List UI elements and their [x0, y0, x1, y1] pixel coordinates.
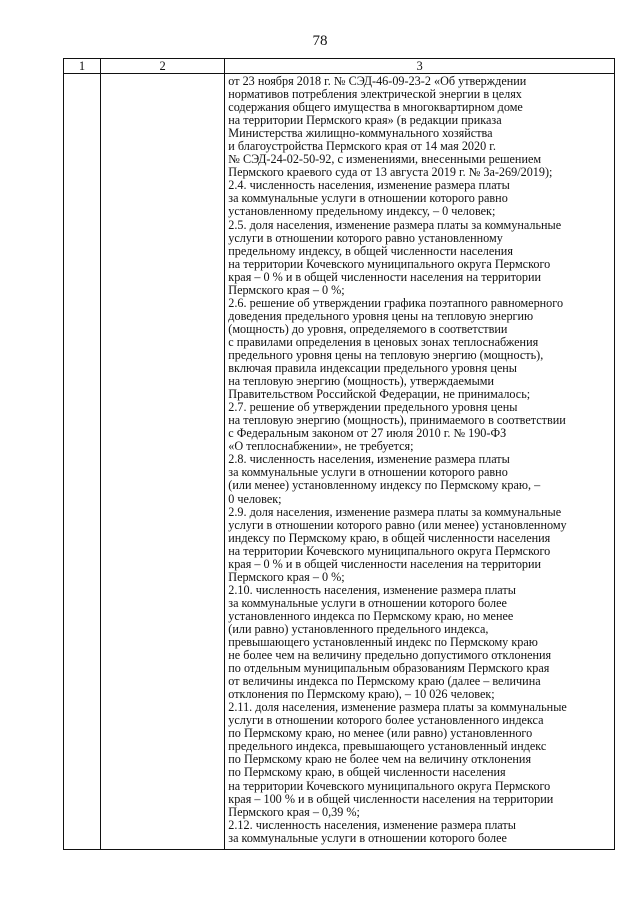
text-line: услуги в отношении которого равно (или менее) установленному: [228, 517, 567, 532]
text-line: на территории Кочевского муниципального округа Пермского: [228, 543, 551, 558]
text-line: по отдельным муниципальным образованиям Пермского края: [228, 661, 550, 676]
text-line: 2.10. численность населения, изменение размера платы: [228, 582, 516, 597]
text-line: услуги в отношении которого более установленного индекса: [228, 713, 544, 728]
text-line: установленному предельному индексу, – 0 человек;: [228, 204, 496, 219]
text-line: Министерства жилищно-коммунального хозяйства: [228, 126, 493, 141]
text-line: 2.5. доля населения, изменение размера платы за коммунальные: [228, 217, 562, 232]
text-line: на территории Пермского края» (в редакции приказа: [228, 113, 502, 128]
table-body-row: [64, 74, 615, 850]
text-line: 2.9. доля населения, изменение размера платы за коммунальные: [228, 504, 562, 519]
text-line: по Пермскому краю, в общей численности населения: [228, 765, 506, 780]
cell-column-2: [101, 74, 225, 850]
text-line: (или менее) установленному индексу по Пермскому краю, –: [228, 478, 541, 493]
column-header-2: 2: [101, 59, 225, 74]
text-line: отклонения по Пермскому краю), – 10 026 человек;: [228, 687, 495, 702]
text-line: на территории Кочевского муниципального округа Пермского: [228, 256, 551, 271]
text-line: 2.8. численность населения, изменение размера платы: [228, 452, 510, 467]
text-line: «О теплоснабжении», не требуется;: [228, 439, 414, 454]
text-line: на тепловую энергию (мощность), утверждаемыми: [228, 374, 495, 389]
text-line: за коммунальные услуги в отношении которого равно: [228, 465, 508, 480]
text-line: края – 0 % и в общей численности населения на территории: [228, 556, 542, 571]
text-line: содержания общего имущества в многоквартирном доме: [228, 100, 523, 115]
text-line: предельному индексу, в общей численности населения: [228, 243, 513, 258]
text-line: услуги в отношении которого равно установленному: [228, 230, 503, 245]
text-line: Пермского края – 0 %;: [228, 569, 345, 584]
cell-column-1: [64, 74, 101, 850]
text-line: Пермского краевого суда от 13 августа 2019 г. № 3а-269/2019);: [228, 165, 553, 180]
text-line: (или равно) установленного предельного индекса,: [228, 621, 489, 636]
text-line: за коммунальные услуги в отношении которого более: [228, 830, 507, 845]
cell-column-3: [225, 74, 615, 850]
text-line: Пермского края – 0 %;: [228, 282, 345, 297]
text-line: с Федеральным законом от 27 июля 2010 г. № 190-ФЗ: [228, 426, 507, 441]
text-line: на территории Кочевского муниципального округа Пермского: [228, 778, 551, 793]
body-text: [225, 74, 614, 845]
text-line: предельного уровня цены на тепловую энергию (мощность),: [228, 347, 544, 362]
text-line: установленного индекса по Пермскому краю, но менее: [228, 608, 514, 623]
text-line: 2.6. решение об утверждении графика поэтапного равномерного: [228, 295, 564, 310]
page-number: 78: [312, 33, 328, 49]
text-line: 2.7. решение об утверждении предельного уровня цены: [228, 400, 518, 415]
text-line: от 23 ноября 2018 г. № СЭД-46-09-23-2 «Об утверждении: [228, 74, 527, 88]
text-line: на тепловую энергию (мощность), принимаемого в соответствии: [228, 413, 566, 428]
text-line: от величины индекса по Пермскому краю (далее – величина: [228, 674, 541, 689]
text-line: Правительством Российской Федерации, не принималось;: [228, 387, 531, 402]
text-line: превышающего установленный индекс по Пермскому краю: [228, 635, 538, 650]
text-line: за коммунальные услуги в отношении которого более: [228, 595, 507, 610]
text-line: края – 100 % и в общей численности населения на территории: [228, 791, 554, 806]
text-line: (мощность) до уровня, определяемого в соответствии: [228, 321, 508, 336]
text-line: не более чем на величину предельно допустимого отклонения: [228, 648, 552, 663]
text-line: по Пермскому краю не более чем на величину отклонения: [228, 752, 532, 767]
text-line: № СЭД-24-02-50-92, с изменениями, внесенными решением: [228, 152, 542, 167]
text-line: Пермского края – 0,39 %;: [228, 804, 360, 819]
column-header-1: 1: [64, 59, 101, 74]
text-line: 2.12. численность населения, изменение размера платы: [228, 817, 516, 832]
text-line: индексу по Пермскому краю, в общей численности населения: [228, 530, 551, 545]
text-line: включая правила индексации предельного уровня цены: [228, 361, 517, 376]
text-line: 2.4. численность населения, изменение размера платы: [228, 178, 510, 193]
text-line: доведения предельного уровня цены на тепловую энергию: [228, 308, 534, 323]
text-line: и благоустройства Пермского края от 14 мая 2020 г.: [228, 139, 496, 154]
text-line: 0 человек;: [228, 491, 282, 506]
text-line: по Пермскому краю, но менее (или равно) установленного: [228, 726, 533, 741]
text-line: предельного индекса, превышающего установленный индекс: [228, 739, 547, 754]
text-line: нормативов потребления электрической энергии в целях: [228, 87, 522, 102]
table-header-row: [64, 59, 615, 74]
text-line: края – 0 % и в общей численности населения на территории: [228, 269, 542, 284]
column-header-3: 3: [225, 59, 615, 74]
text-line: 2.11. доля населения, изменение размера платы за коммунальные: [228, 700, 567, 715]
document-table: [63, 58, 615, 850]
text-line: за коммунальные услуги в отношении которого равно: [228, 191, 508, 206]
text-line: с правилами определения в ценовых зонах теплоснабжения: [228, 334, 539, 349]
